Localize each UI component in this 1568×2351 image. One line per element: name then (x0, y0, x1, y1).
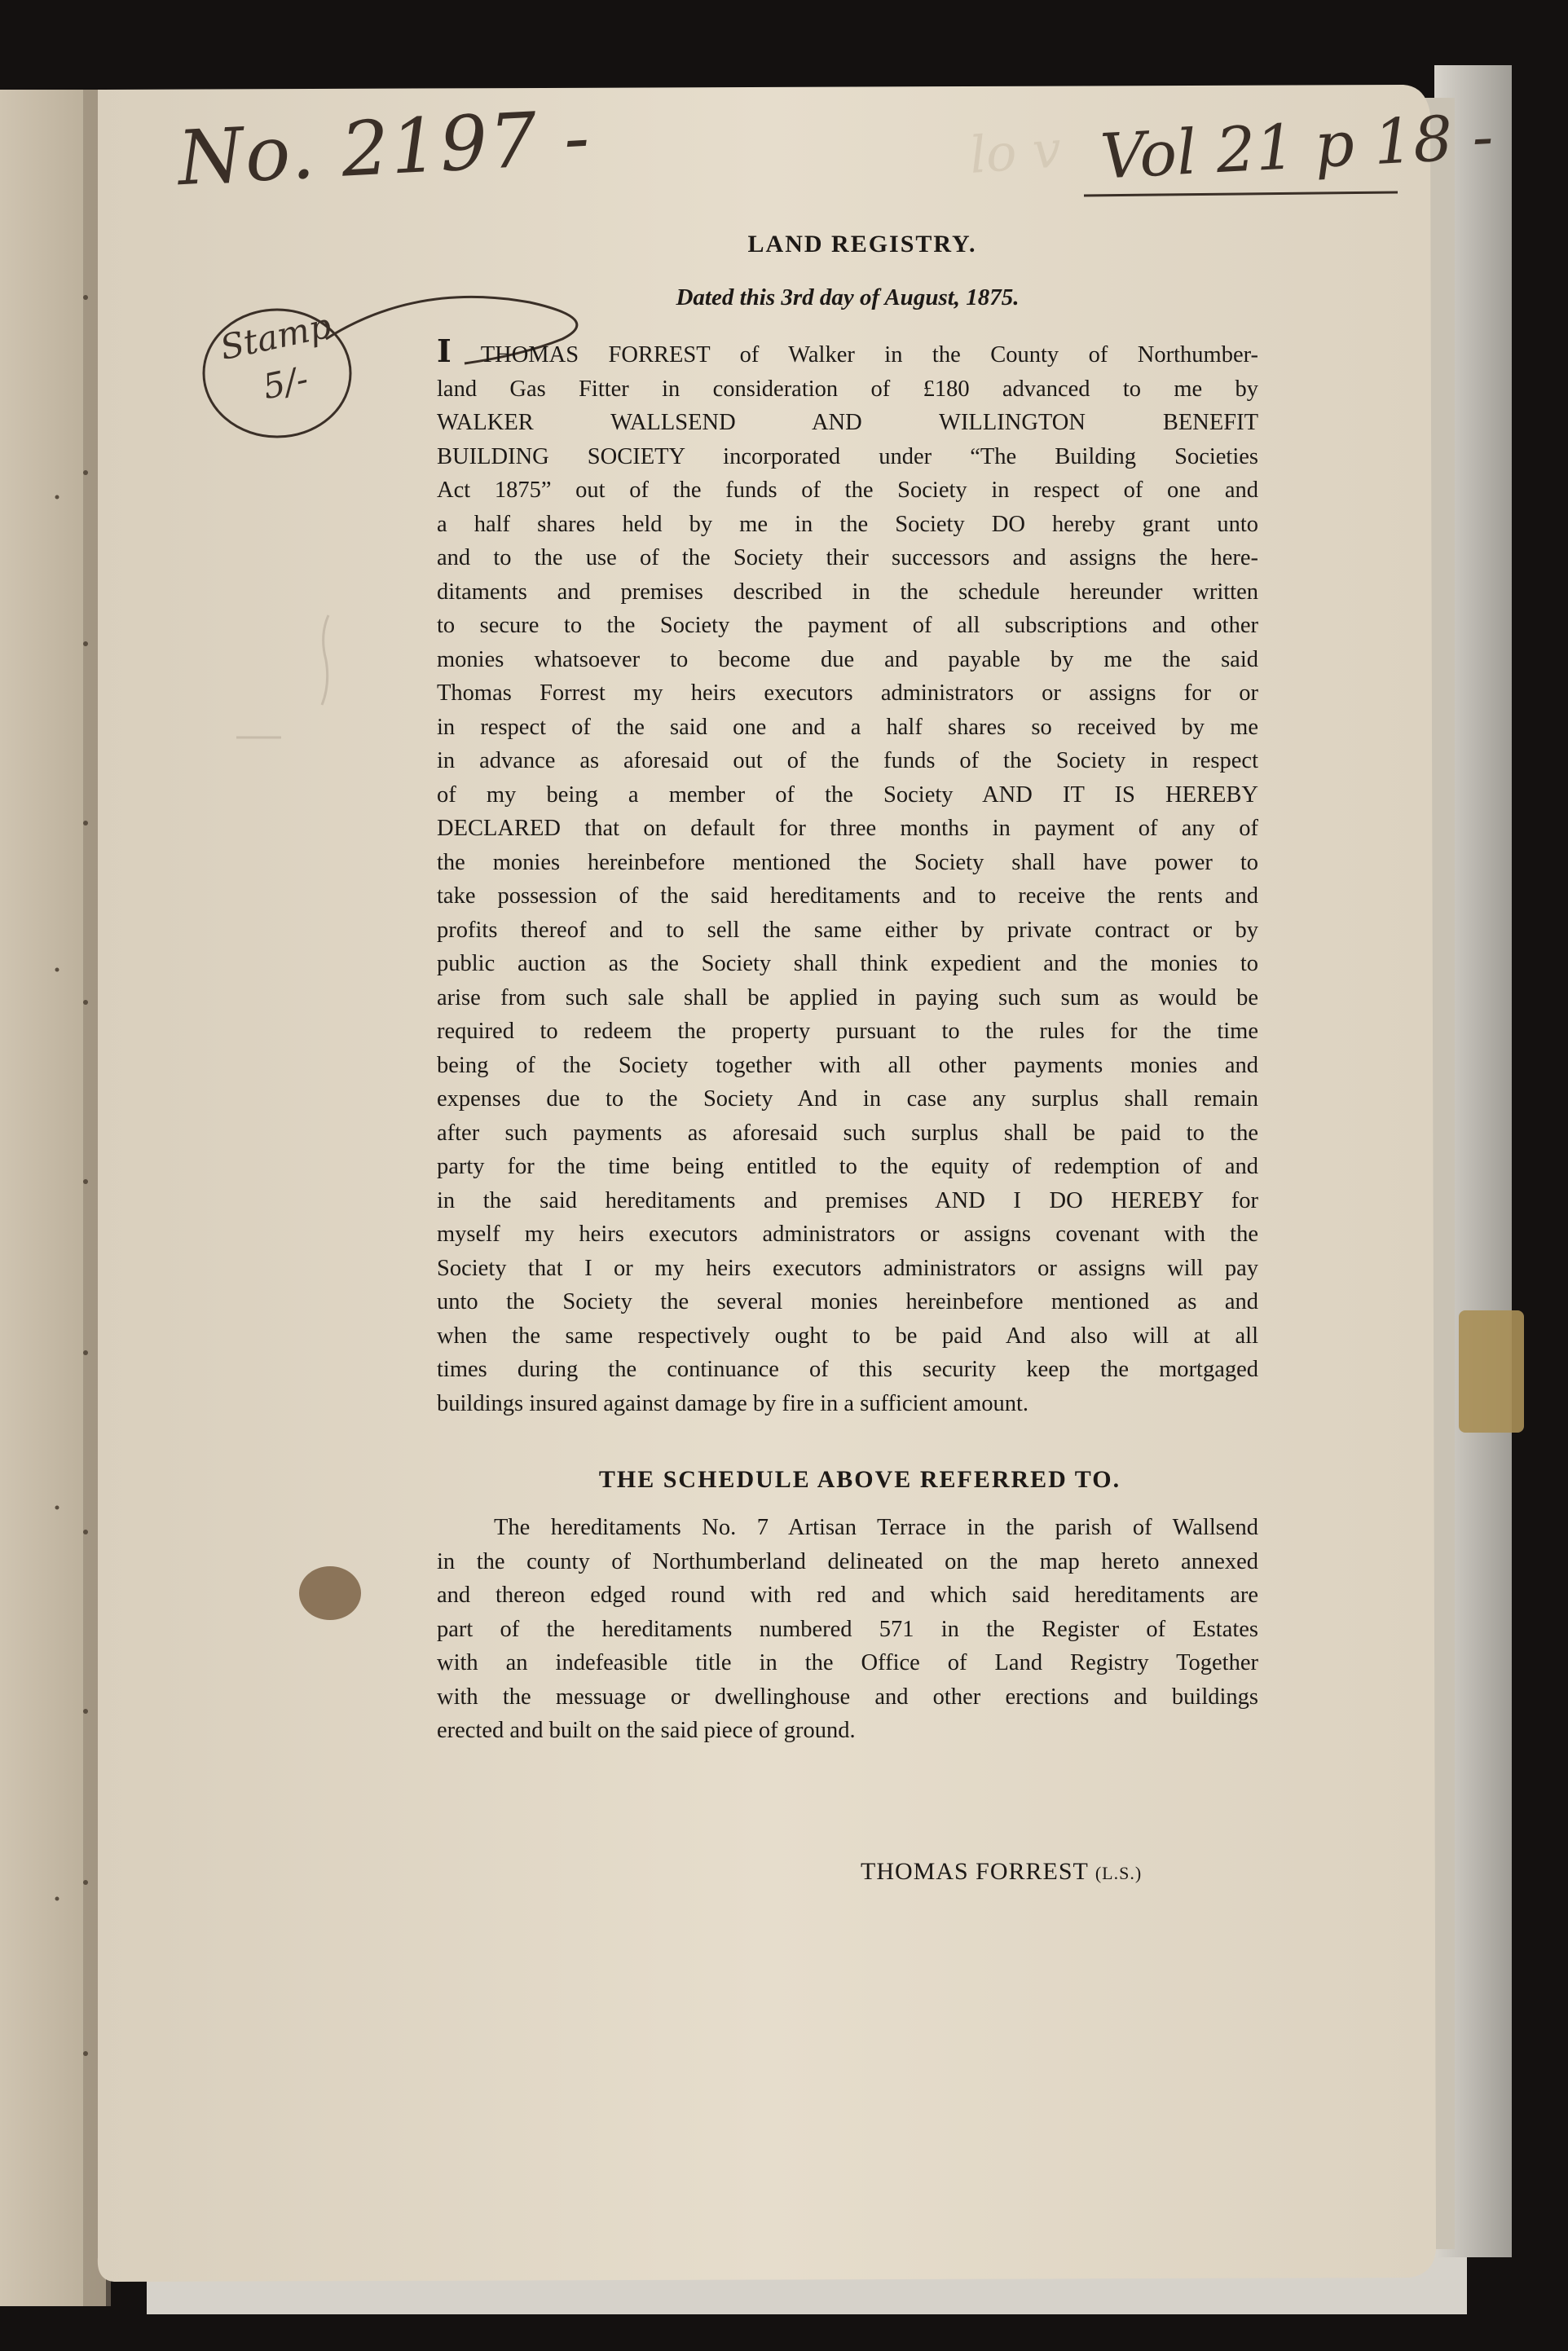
signature-block (861, 1858, 1258, 1886)
body-line: after such payments as aforesaid such surplus shall be paid to the (437, 1120, 1258, 1146)
body-line: when the same respectively ought to be paid And also will at all (437, 1323, 1258, 1349)
body-line: myself my heirs executors administrators or assigns covenant with the (437, 1222, 1258, 1247)
body-line: party for the time being entitled to the equity of redemption of and (437, 1154, 1258, 1179)
document-title: LAND REGISTRY. (747, 231, 977, 258)
faint-handwritten-mark: lo v (967, 119, 1064, 185)
body-line: being of the Society together with all other payments monies and (437, 1052, 1258, 1078)
body-line: take possession of the said hereditaments and to receive the rents and (437, 883, 1258, 909)
schedule-line: part of the hereditaments numbered 571 in the Register of Estates (437, 1616, 1258, 1642)
ink-blot (299, 1566, 361, 1620)
body-line: the monies hereinbefore mentioned the Society shall have power to (437, 849, 1258, 875)
schedule-line: with the messuage or dwellinghouse and other erections and buildings (437, 1684, 1258, 1710)
seal-mark: (L.S.) (1095, 1863, 1143, 1883)
stamp-annotation (196, 298, 363, 445)
schedule-line: The hereditaments No. 7 Artisan Terrace in the parish of Wallsend (494, 1515, 1258, 1540)
schedule-line: and thereon edged round with red and which said hereditaments are (437, 1583, 1258, 1608)
drop-cap: I (437, 332, 451, 369)
date-line: Dated this 3rd day of August, 1875. (676, 284, 1020, 310)
body-line: times during the continuance of this security keep the mortgaged (437, 1357, 1258, 1382)
body-line: land Gas Fitter in consideration of £180 advanced to me by (437, 376, 1258, 402)
schedule-line: erected and built on the said piece of ground. (437, 1718, 856, 1743)
body-line: and to the use of the Society their successors and assigns the here- (437, 545, 1258, 570)
body-line: public auction as the Society shall think expedient and the monies to (437, 951, 1258, 976)
body-line: unto the Society the several monies hereinbefore mentioned as and (437, 1289, 1258, 1314)
handwritten-volume-reference: Vol 21 p 18 - (1099, 99, 1495, 193)
deed-body (437, 332, 1258, 1420)
body-line: expenses due to the Society And in case any surplus shall remain (437, 1086, 1258, 1112)
schedule-heading: THE SCHEDULE ABOVE REFERRED TO. (598, 1466, 1121, 1493)
body-line: required to redeem the property pursuant to the rules for the time (437, 1019, 1258, 1044)
body-line: arise from such sale shall be applied in paying such sum as would be (437, 984, 1258, 1010)
body-line: Society that I or my heirs executors administrators or assigns will pay (437, 1255, 1258, 1281)
adhesive-tape (1459, 1310, 1524, 1433)
body-line: buildings insured against damage by fire in a sufficient amount. (437, 1390, 1029, 1416)
body-line: WALKER WALLSEND AND WILLINGTON BENEFIT (437, 410, 1258, 435)
body-line: in the said hereditaments and premises AND I DO HEREBY for (437, 1187, 1258, 1213)
document-text (437, 228, 1258, 1885)
signatory-name: THOMAS FORREST (861, 1858, 1089, 1885)
body-line: ditaments and premises described in the schedule hereunder written (437, 579, 1258, 605)
body-line: in respect of the said one and a half shares so received by me (437, 714, 1258, 740)
body-line: BUILDING SOCIETY incorporated under “The Building Societies (437, 443, 1258, 469)
schedule-line: in the county of Northumberland delineated on the map hereto annexed (437, 1548, 1258, 1574)
body-line: Thomas Forrest my heirs executors administrators or assigns for or (437, 680, 1258, 706)
body-line: Act 1875” out of the funds of the Society in respect of one and (437, 478, 1258, 503)
stamp-note-line: Stamp (216, 305, 335, 368)
body-line: to secure to the Society the payment of all subscriptions and other (437, 613, 1258, 638)
body-line: DECLARED that on default for three months in payment of any of (437, 816, 1258, 841)
body-line: profits thereof and to sell the same either by private contract or by (437, 917, 1258, 943)
body-line: I THOMAS FORREST of Walker in the County of Northumber- (437, 332, 1258, 369)
body-line: a half shares held by me in the Society DO hereby grant unto (437, 511, 1258, 537)
schedule-text (437, 1511, 1258, 1748)
body-line: of my being a member of the Society AND IT IS HEREBY (437, 781, 1258, 808)
body-line: monies whatsoever to become due and payable by me the said (437, 646, 1258, 672)
schedule-line: with an indefeasible title in the Office of Land Registry Together (437, 1650, 1258, 1675)
body-line: in advance as aforesaid out of the funds of the Society in respect (437, 748, 1258, 773)
handwritten-document-number: No. 2197 - (175, 93, 593, 203)
stamp-note-line: 5/- (259, 358, 312, 407)
